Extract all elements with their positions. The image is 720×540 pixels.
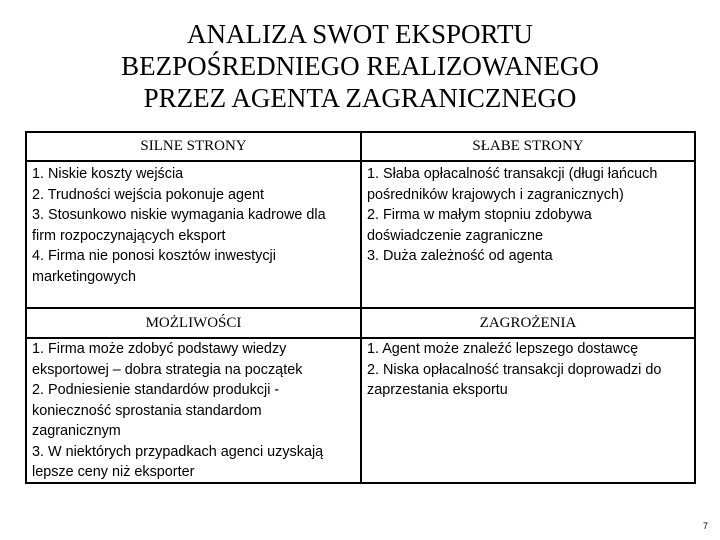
opportunity-item: 2. Podniesienie standardów produkcji - konieczność sprostania standardom zagranicznym (32, 382, 280, 439)
strengths-header: SILNE STRONY (140, 138, 247, 154)
title-line-2: BEZPOŚREDNIEGO REALIZOWANEGO (121, 51, 599, 81)
opportunity-item: 1. Firma może zdobyć podstawy wiedzy eksportowej – dobra strategia na początek (32, 341, 303, 378)
page-number: 7 (702, 521, 708, 531)
opportunity-item: 3. W niektórych przypadkach agenci uzyskają lepsze ceny niż eksporter (32, 443, 324, 480)
weakness-item: 3. Duża zależność od agenta (367, 248, 553, 264)
opportunities-header: MOŻLIWOŚCI (145, 315, 242, 331)
page-title (60, 18, 660, 114)
strength-item: 2. Trudności wejścia pokonuje agent (32, 186, 264, 203)
weaknesses-cell (367, 164, 687, 267)
strength-item: 4. Firma nie ponosi kosztów inwestycji marketingowych (32, 248, 276, 285)
threat-item: 1. Agent może znaleźć lepszego dostawcę (367, 341, 639, 357)
threats-header: ZAGROŻENIA (479, 315, 577, 331)
strengths-cell (32, 164, 350, 287)
weakness-item: 1. Słaba opłacalność transakcji (długi łańcuch pośredników krajowych i zagranicznych) (367, 166, 658, 203)
weaknesses-header: SŁABE STRONY (472, 138, 584, 154)
strength-item: 1. Niskie koszty wejścia (32, 166, 184, 182)
opportunities-cell (32, 339, 350, 483)
weakness-item: 2. Firma w małym stopniu zdobywa doświadczenie zagraniczne (367, 207, 592, 244)
title-line-3: PRZEZ AGENTA ZAGRANICZNEGO (143, 83, 577, 113)
swot-table (25, 131, 696, 484)
threats-cell (367, 339, 687, 401)
title-line-1: ANALIZA SWOT EKSPORTU (187, 19, 533, 49)
strength-item: 3. Stosunkowo niskie wymagania kadrowe dla firm rozpoczynających eksport (32, 207, 326, 244)
threat-item: 2. Niska opłacalność transakcji doprowadzi do zaprzestania eksportu (367, 361, 662, 398)
header-divider-top (27, 160, 694, 162)
